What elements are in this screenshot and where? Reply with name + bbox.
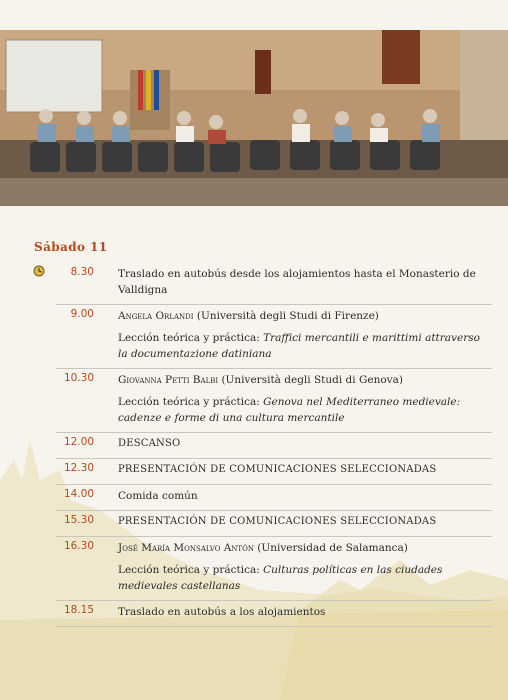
schedule-entry bbox=[56, 511, 492, 537]
schedule-entry bbox=[56, 433, 492, 459]
entry-text: DESCANSO bbox=[118, 438, 181, 449]
clock-icon bbox=[33, 265, 45, 277]
schedule-entry bbox=[56, 263, 492, 305]
entry-time: 15.30 bbox=[63, 514, 94, 526]
entry-time: 10.30 bbox=[63, 372, 94, 384]
schedule-list bbox=[56, 263, 492, 627]
schedule-entry bbox=[56, 601, 492, 627]
entry-text: Traslado en autobús desde los alojamientos hasta el Monasterio de Valldigna bbox=[118, 268, 476, 296]
lesson-prefix: Lección teórica y práctica: bbox=[118, 396, 264, 408]
entry-time: 14.00 bbox=[63, 488, 94, 500]
schedule-entry bbox=[56, 369, 492, 433]
speaker-name: Giovanna Petti Balbi bbox=[118, 374, 219, 386]
entry-time: 16.30 bbox=[63, 540, 94, 552]
entry-text: Traslado en autobús a los alojamientos bbox=[118, 606, 326, 618]
speaker-affiliation: (Università degli Studi di Firenze) bbox=[193, 310, 379, 322]
entry-time: 8.30 bbox=[70, 266, 94, 278]
lesson-prefix: Lección teórica y práctica: bbox=[118, 564, 264, 576]
entry-text: PRESENTACIÓN DE COMUNICACIONES SELECCIONADAS bbox=[118, 516, 437, 527]
day-title: Sábado 11 bbox=[34, 240, 108, 254]
lesson-prefix: Lección teórica y práctica: bbox=[118, 332, 264, 344]
speaker-affiliation: (Universidad de Salamanca) bbox=[253, 542, 408, 554]
schedule-entry bbox=[56, 537, 492, 601]
speaker-affiliation: (Università degli Studi di Genova) bbox=[218, 374, 403, 386]
lesson-title: Traffici mercantili e marittimi attraverso la documentazione datiniana bbox=[118, 332, 480, 360]
lesson-title: Culturas políticas en las ciudades medievales castellanas bbox=[118, 564, 443, 592]
speaker-name: Angela Orlandi bbox=[118, 310, 194, 322]
entry-time: 12.00 bbox=[63, 436, 94, 448]
entry-text: PRESENTACIÓN DE COMUNICACIONES SELECCIONADAS bbox=[118, 464, 437, 475]
schedule-entry bbox=[56, 459, 492, 485]
entry-time: 12.30 bbox=[63, 462, 94, 474]
lesson-title: Genova nel Mediterraneo medievale: cadenze e forme di una cultura mercantile bbox=[118, 396, 461, 424]
schedule-entry bbox=[56, 305, 492, 369]
entry-time: 9.00 bbox=[70, 308, 94, 320]
schedule-entry bbox=[56, 485, 492, 511]
conference-photo bbox=[0, 30, 508, 206]
entry-text: Comida común bbox=[118, 490, 198, 502]
speaker-name: José María Monsalvo Antón bbox=[118, 542, 254, 554]
entry-time: 18.15 bbox=[63, 604, 94, 616]
